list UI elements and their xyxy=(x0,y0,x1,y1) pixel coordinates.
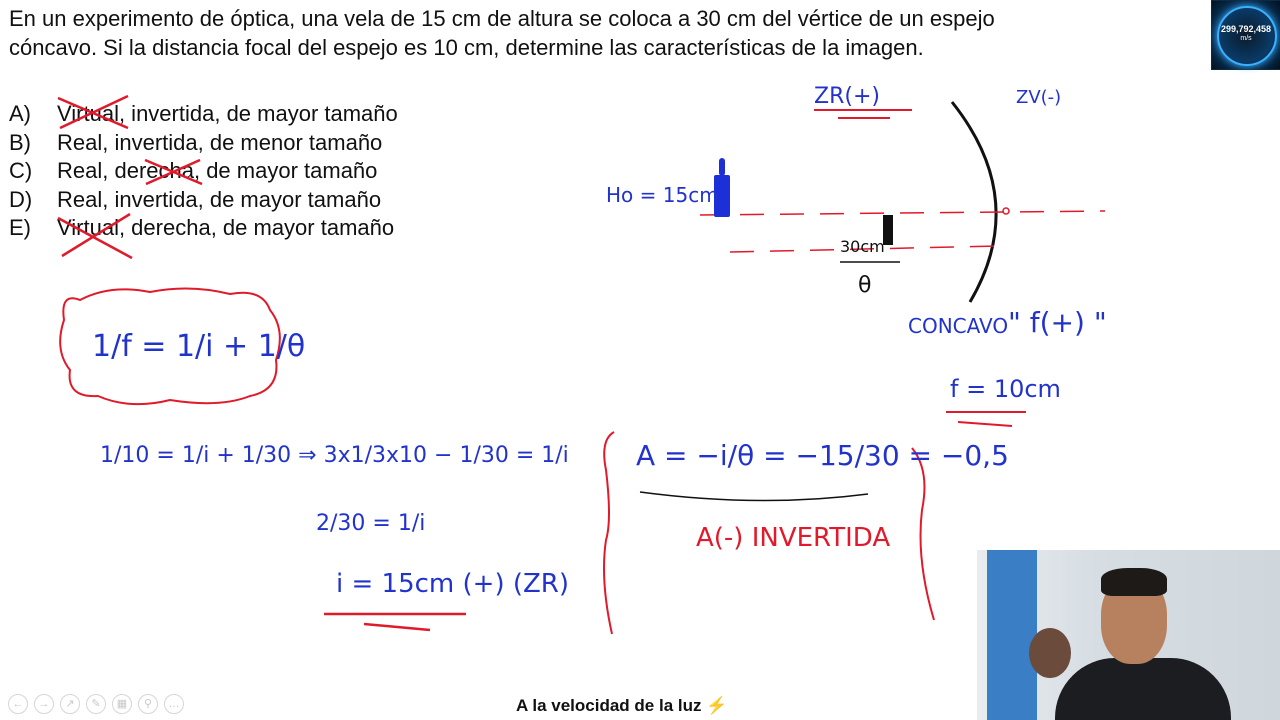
focal-sign-label: " f(+) " xyxy=(1008,306,1107,339)
doll-figure xyxy=(1029,628,1071,678)
object-distance-symbol: θ xyxy=(858,273,872,298)
ho-label: Ho = 15cm xyxy=(606,183,719,207)
webcam-feed xyxy=(977,550,1280,720)
magnification-bracket xyxy=(640,492,868,501)
option-letter: C) xyxy=(9,158,33,183)
option-text: Real, invertida, de menor tamaño xyxy=(57,129,383,155)
concave-mirror xyxy=(952,102,996,302)
result-underline xyxy=(324,614,466,630)
magnification-equation: A = −i/θ = −15/30 = −0,5 xyxy=(636,439,1009,472)
logo-number: 299,792,458 xyxy=(1220,24,1272,34)
pointer-icon[interactable]: ↗ xyxy=(60,694,80,714)
zv-label: ZV(-) xyxy=(1016,87,1062,108)
focal-value-label: f = 10cm xyxy=(950,375,1061,403)
option-text: Virtual, derecha, de mayor tamaño xyxy=(57,215,395,240)
inverted-label: A(-) INVERTIDA xyxy=(696,523,891,553)
crossout-marks xyxy=(58,96,202,258)
forward-icon[interactable]: → xyxy=(34,694,54,714)
step-equation-2: 2/30 = 1/i xyxy=(316,511,426,536)
slides-icon[interactable]: ▦ xyxy=(112,694,132,714)
option-letter: B) xyxy=(9,129,31,155)
option-text: Real, invertida, de mayor tamaño xyxy=(57,186,382,212)
footer-text: A la velocidad de la luz xyxy=(516,696,702,715)
more-icon[interactable]: … xyxy=(164,694,184,714)
pen-icon[interactable]: ✎ xyxy=(86,694,106,714)
mirror-equation: 1/f = 1/i + 1/θ xyxy=(92,329,306,364)
concavo-label: CONCAVO xyxy=(908,314,1009,338)
zr-underline xyxy=(814,110,912,118)
lightning-icon: ⚡ xyxy=(706,696,728,715)
crossout-a xyxy=(58,96,128,128)
logo-unit: m/s xyxy=(1240,35,1252,42)
zoom-icon[interactable]: ⚲ xyxy=(138,694,158,714)
crossout-e xyxy=(58,214,132,258)
vertex-point xyxy=(1003,208,1009,214)
option-text: Real, derecha, de mayor tamaño xyxy=(57,158,378,183)
principal-axis xyxy=(700,211,1105,252)
image-distance-result: i = 15cm (+) (ZR) xyxy=(336,569,570,599)
presenter-body xyxy=(1055,658,1231,720)
right-brace xyxy=(912,448,934,620)
channel-footer xyxy=(516,696,727,716)
option-text: Virtual, invertida, de mayor tamaño xyxy=(57,101,398,126)
option-letter: D) xyxy=(9,186,33,212)
option-letter: A) xyxy=(9,101,31,126)
candle-flame xyxy=(719,158,725,176)
option-letter: E) xyxy=(9,215,31,240)
slide-toolbar xyxy=(8,694,184,714)
zr-label: ZR(+) xyxy=(814,84,880,109)
back-icon[interactable]: ← xyxy=(8,694,28,714)
left-brace xyxy=(604,432,614,634)
question-text: En un experimento de óptica, una vela de 15 cm de altura se coloca a 30 cm del vértice de un espejo cóncavo. Si la distancia focal del espejo es 10 cm, determine las características de la imagen. xyxy=(9,6,995,60)
channel-logo xyxy=(1211,0,1280,70)
focal-underline xyxy=(946,412,1026,426)
distance-label: 30cm xyxy=(840,237,885,256)
step-equation: 1/10 = 1/i + 1/30 ⇒ 3x1/3x10 − 1/30 = 1/i xyxy=(100,443,569,468)
crossout-c xyxy=(145,160,202,184)
